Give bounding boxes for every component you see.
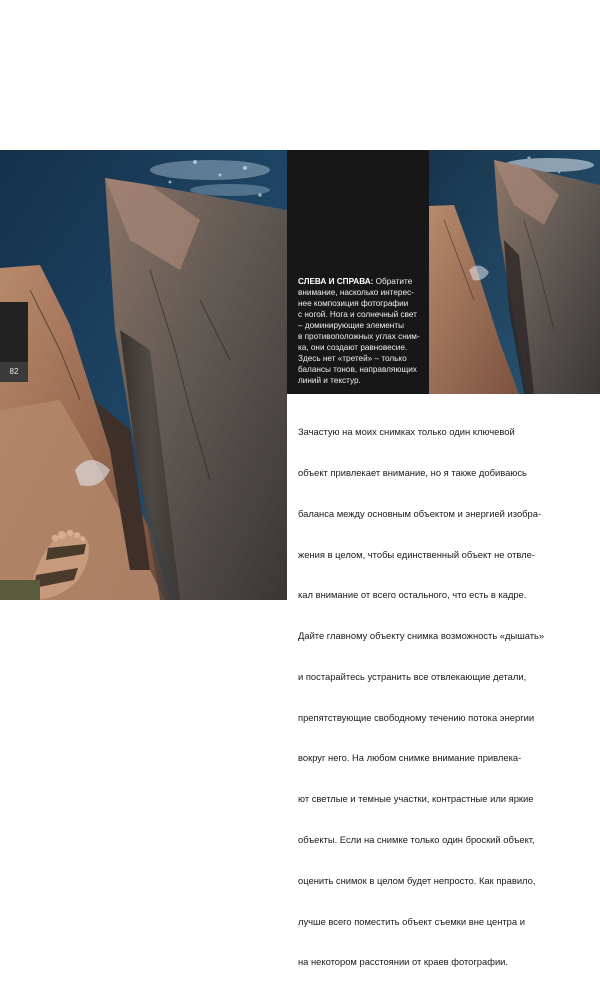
page-number: 82 <box>0 362 28 382</box>
photo-caption <box>298 276 424 386</box>
body-line: баланса между основным объектом и энергией изобра- <box>298 507 542 519</box>
body-line: и постарайтесь устранить все отвлекающие детали, <box>298 670 527 682</box>
caption-lead: СЛЕВА И СПРАВА: <box>298 277 374 286</box>
book-spread <box>0 150 600 968</box>
caption-line: внимание, насколько интерес- <box>298 288 414 297</box>
caption-line: в противоположных углах сним- <box>298 332 420 341</box>
body-line: объект привлекает внимание, но я также добиваюсь <box>298 466 527 478</box>
caption-line: Здесь нет «третей» – только <box>298 354 407 363</box>
body-line: ют светлые и темные участки, контрастные или яркие <box>298 793 534 805</box>
caption-line: ка, они создают равновесие. <box>298 343 408 352</box>
body-line: лучше всего поместить объект съемки вне центра и <box>298 915 525 927</box>
body-paragraph <box>298 398 588 996</box>
rock-no-foot-photo <box>429 150 600 394</box>
body-line: жения в целом, чтобы единственный объект не отвле- <box>298 548 535 560</box>
body-line: Зачастую на моих снимках только один ключевой <box>298 426 515 438</box>
caption-line: – доминирующие элементы <box>298 321 404 330</box>
body-line: кал внимание от всего остального, что есть в кадре. <box>298 589 527 601</box>
body-line: Дайте главному объекту снимка возможность «дышать» <box>298 630 545 642</box>
caption-line: Обратите <box>373 277 413 286</box>
body-line: препятствующие свободному течению потока энергии <box>298 711 535 723</box>
rock-foot-photo <box>0 150 287 600</box>
body-line: объекты. Если на снимке только один броский объект, <box>298 834 535 845</box>
caption-line: с ногой. Нога и солнечный свет <box>298 310 417 319</box>
body-line: оценить снимок в целом будет непросто. Как правило, <box>298 874 536 886</box>
caption-line: линий и текстур. <box>298 376 361 385</box>
body-line: вокруг него. На любом снимке внимание привлека- <box>298 752 522 764</box>
caption-line: балансы тонов, направляющих <box>298 365 417 374</box>
caption-line: нее композиция фотографии <box>298 299 409 308</box>
body-line: на некотором расстоянии от краев фотографии. <box>298 956 509 968</box>
